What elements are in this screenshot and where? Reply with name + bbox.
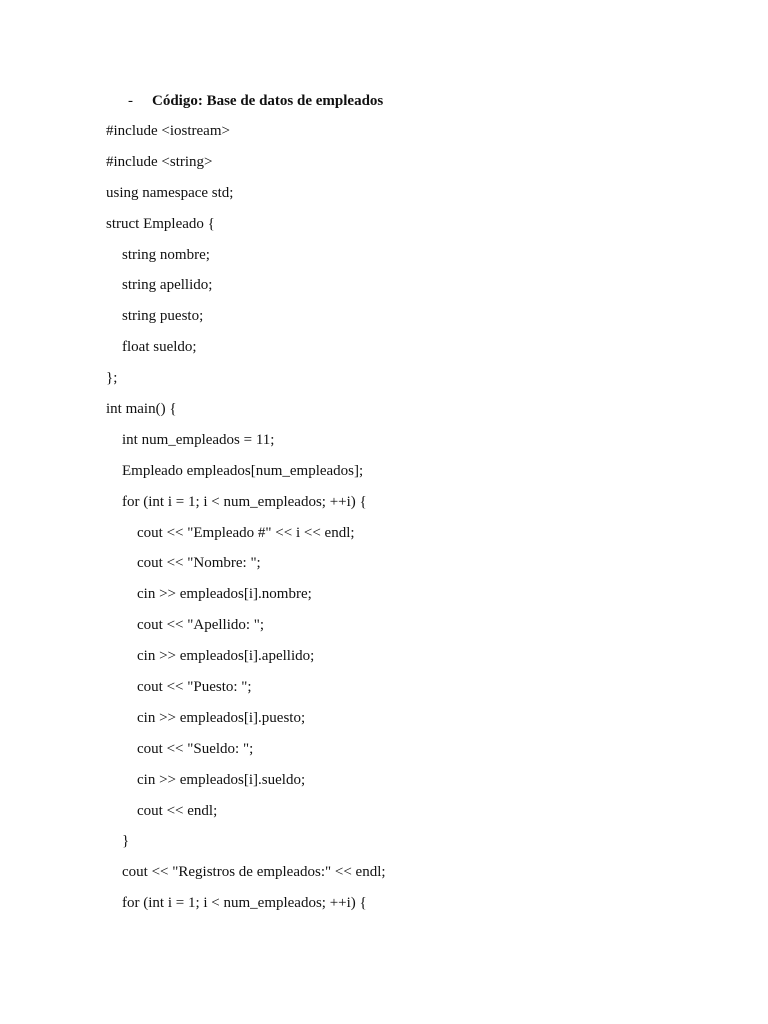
code-line: string nombre;	[122, 246, 210, 263]
code-line: cin >> empleados[i].nombre;	[137, 586, 312, 603]
code-line: float sueldo;	[122, 339, 197, 356]
code-line: cout << "Empleado #" << i << endl;	[137, 524, 355, 541]
code-line: cout << "Sueldo: ";	[137, 740, 254, 757]
code-line: for (int i = 1; i < num_empleados; ++i) {	[122, 895, 367, 912]
code-line: cout << "Apellido: ";	[137, 617, 265, 634]
code-line: for (int i = 1; i < num_empleados; ++i) {	[122, 493, 367, 510]
code-line: cin >> empleados[i].puesto;	[137, 709, 306, 726]
code-line: #include <iostream>	[106, 123, 230, 139]
code-line: }	[122, 833, 130, 850]
code-line: cin >> empleados[i].sueldo;	[137, 771, 306, 788]
code-line: };	[106, 370, 118, 387]
code-line: cout << "Nombre: ";	[137, 555, 261, 572]
section-heading	[128, 91, 383, 111]
code-line: cout << endl;	[137, 802, 218, 819]
code-line: cin >> empleados[i].apellido;	[137, 648, 315, 665]
code-line: #include <string>	[106, 153, 213, 170]
code-line: cout << "Registros de empleados:" << endl;	[122, 864, 386, 881]
code-line: string puesto;	[122, 308, 204, 325]
code-line: using namespace std;	[106, 184, 234, 201]
code-line: struct Empleado {	[106, 215, 215, 232]
code-line: Empleado empleados[num_empleados];	[122, 462, 364, 479]
code-line: cout << "Puesto: ";	[137, 679, 252, 696]
code-line: string apellido;	[122, 277, 213, 294]
heading-bullet: -	[128, 93, 133, 109]
heading-title: Código: Base de datos de empleados	[152, 93, 384, 109]
code-line: int main() {	[106, 401, 177, 418]
code-block	[106, 121, 386, 924]
code-line: int num_empleados = 11;	[122, 431, 275, 448]
